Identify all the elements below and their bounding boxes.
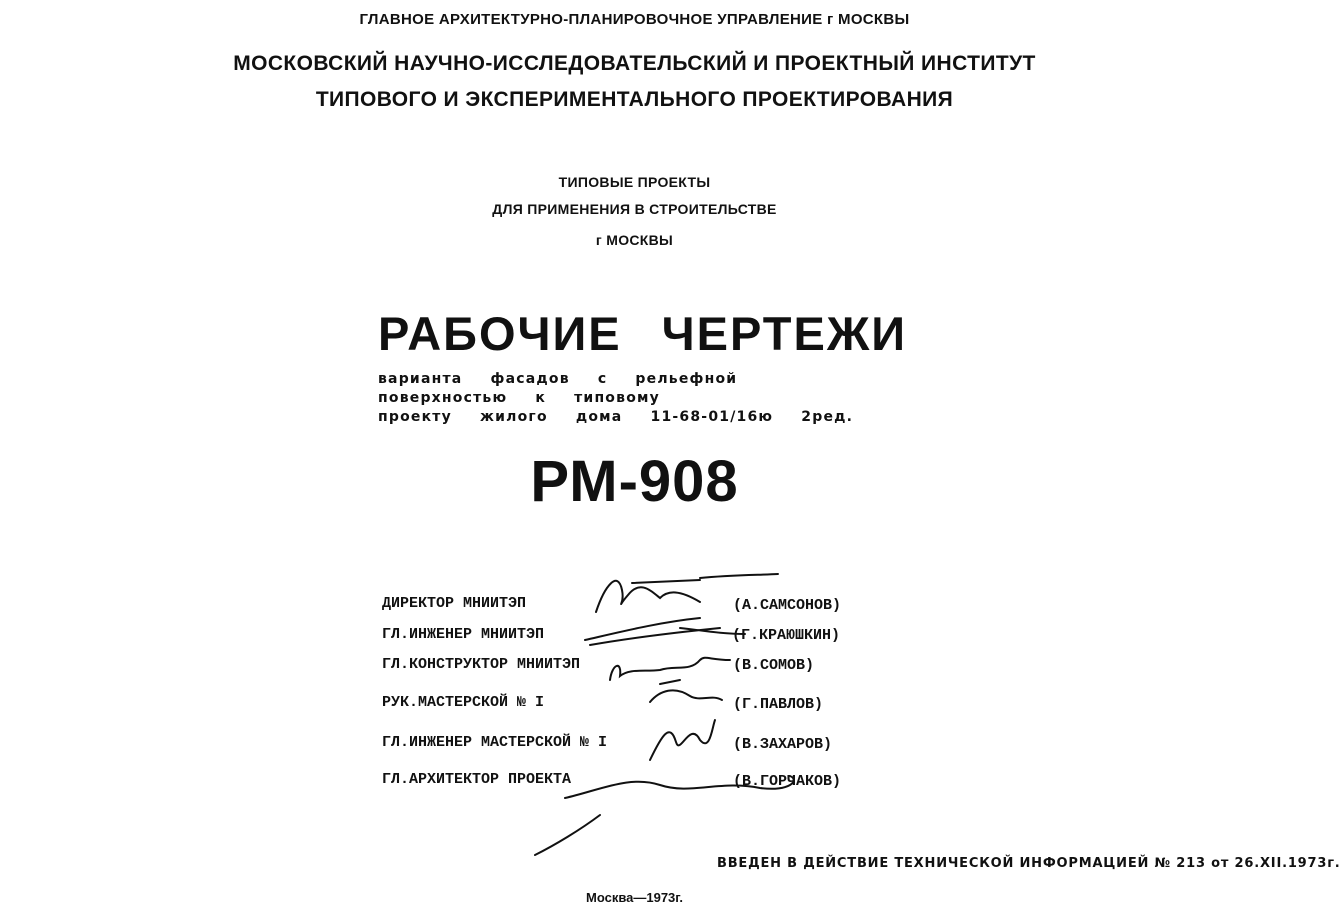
signatory-name: (Г.КРАЮШКИН) [732, 627, 841, 644]
title-word2: ЧЕРТЕЖИ [661, 307, 908, 360]
signatory-position: ДИРЕКТОР МНИИТЭП [382, 595, 527, 612]
signatory-position: ГЛ.АРХИТЕКТОР ПРОЕКТА [382, 771, 572, 788]
signatory-position: ГЛ.КОНСТРУКТОР МНИИТЭП [382, 656, 581, 673]
signature-director [596, 574, 778, 612]
subtitle-line1: варианта фасадов с рельефной [378, 371, 738, 387]
signature-chief-engineer [585, 618, 745, 645]
signatory-position: РУК.МАСТЕРСКОЙ № I [382, 694, 545, 711]
subtitle-line2: поверхностью к типовому [378, 390, 660, 406]
title-word1: РАБОЧИЕ [378, 307, 622, 360]
signature-project-architect [535, 776, 794, 855]
institute-name-line1: МОСКОВСКИЙ НАУЧНО-ИССЛЕДОВАТЕЛЬСКИЙ И ПРОЕКТНЫЙ ИНСТИТУТ [233, 52, 1036, 75]
signatory-position: ГЛ.ИНЖЕНЕР МАСТЕРСКОЙ № I [382, 734, 608, 751]
signature-workshop-head [650, 680, 722, 702]
signatory-position: ГЛ.ИНЖЕНЕР МНИИТЭП [382, 626, 545, 643]
authority-header: ГЛАВНОЕ АРХИТЕКТУРНО-ПЛАНИРОВОЧНОЕ УПРАВЛЕНИЕ г МОСКВЫ [359, 11, 910, 28]
signatory-name: (В.СОМОВ) [733, 657, 815, 674]
signatory-name: (Г.ПАВЛОВ) [733, 696, 824, 713]
introduction-notice: ВВЕДЕН В ДЕЙСТВИЕ ТЕХНИЧЕСКОЙ ИНФОРМАЦИЕЙ № 213 от 26.XII.1973г. [717, 856, 1341, 871]
document-code: РМ-908 [530, 449, 739, 514]
subtitle-line3: проекту жилого дома 11-68-01/16ю 2ред. [378, 409, 854, 425]
signatory-name: (А.САМСОНОВ) [733, 597, 842, 614]
project-type-line2: ДЛЯ ПРИМЕНЕНИЯ В СТРОИТЕЛЬСТВЕ [492, 201, 777, 217]
signature-chief-constructor [610, 658, 730, 680]
signatory-name: (В.ЗАХАРОВ) [733, 736, 833, 753]
project-type-line3: г МОСКВЫ [595, 232, 674, 248]
city-year: Москва—1973г. [585, 890, 684, 905]
project-type-line1: ТИПОВЫЕ ПРОЕКТЫ [558, 174, 711, 190]
institute-name-line2: ТИПОВОГО И ЭКСПЕРИМЕНТАЛЬНОГО ПРОЕКТИРОВАНИЯ [315, 88, 954, 111]
signatory-name: (В.ГОРЧАКОВ) [733, 773, 842, 790]
signature-workshop-engineer [650, 720, 715, 760]
